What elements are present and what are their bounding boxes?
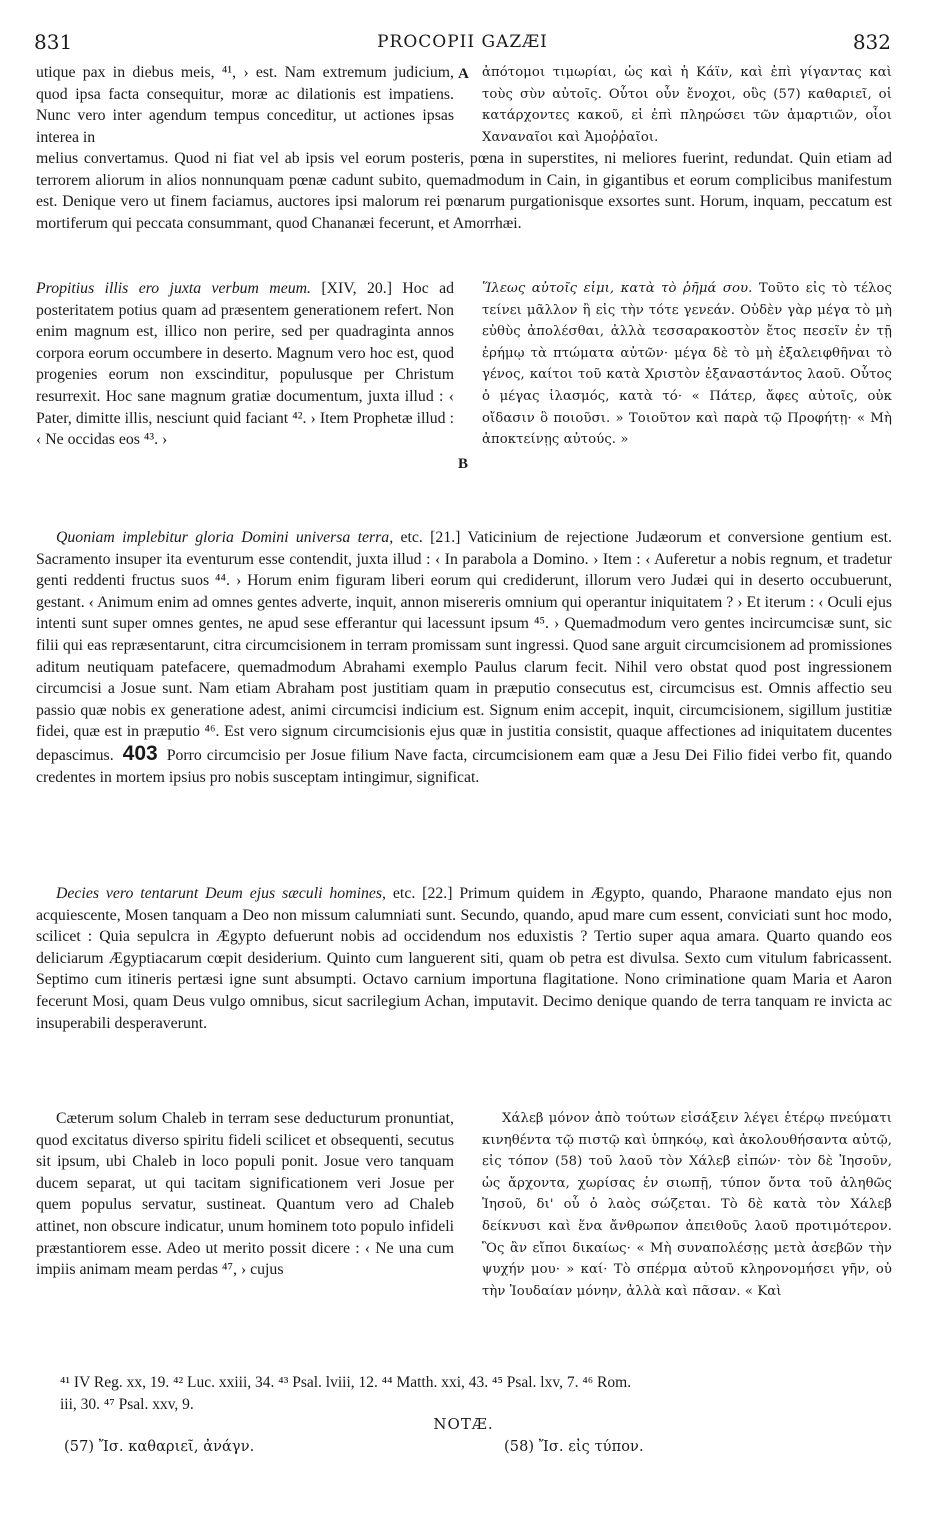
footnote-line-1: ⁴¹ IV Reg. xx, 19. ⁴² Luc. xxiii, 34. ⁴³ Psal. lviii, 12. ⁴⁴ Matth. xxi, 43. ⁴⁵ Psal. lxv, 7. ⁴⁶ Rom. [60,1374,632,1391]
section4-text: etc. [22.] Primum quidem in Ægypto, quando, Pharaone mandato ejus non acquiescente, Mosen tanquam a Deo non missum calumniati sunt. Secundo, quando, apud mare cum essent, conviciati sunt hoc modo, scilicet : Quia sepulcra in Ægypto defuerunt nobis ad occidendum nos eduxistis ? Tertio super aqua amara. Quarto quando eos deliciarum Ægyptiacarum cœpit desiderium. Quinto cum languerent siti, quam ob petra est divulsa. Sexto cum vitulum fabricassent. Septimo cum itineris pertæsi igne sunt absumpti. Octavo carnium importuna flagitatione. Nono criminatione quam Maria et Aaron fecerunt Mosi, quam Deus vulgo omnibus, sicut sacrilegium Achan, imputavit. Decimo denique quando de terra tanquam re invicta ac insuperabili desperaverunt. [36,885,892,1032]
latin-column-section5: Cæterum solum Chaleb in terram sese deducturum pronuntiat, quod excitatus diverso spiritu fideli scilicet et obsequenti, secutus sit ipsum, ubi Chaleb in loco populi ponit. Josue vero tanquam ducem separat, ut qui tacitam significationem veri Josue per quem populus servatur, sustineat. Quantum vero ad Chaleb attinet, non obscure indicatur, unum hominem toto populo infideli præstantiorem esse. Adeo ut merito possit dicere : ‹ Ne una cum impiis animam meam perdas ⁴⁷, › cujus [36,1110,454,1279]
page-number-left: 831 [34,30,73,54]
section4-lemma: Decies vero tentarunt Deum ejus sæculi homines, [56,885,386,902]
greek-column-section2 [482,278,892,451]
margin-letter-a: A [458,66,469,82]
latin-paragraph-top: melius convertamus. Quod ni fiat vel ab ipsis vel eorum posteris, pœna in superstites, ni meliores fuerint, redundat. Quin etiam ad terrorem aliorum in alios nonnunquam pœnæ cadunt subito, quemadmodum in Cain, in gigantibus et eorum complicibus manifestum est. Denique vero ut finem faciamus, auctores ipsi malorum rei pœnarum purgationisque exsortes sunt. Horum, inquam, peccatum est mortiferum qui peccata consummant, quod Chananæi fecerunt, et Amorrhæi. [36,150,892,232]
running-title: PROCOPII GAZÆI [377,32,548,52]
greek-column-top: ἀπότομοι τιμωρίαι, ὡς καὶ ἡ Κάϊν, καὶ ἐπὶ γίγαντας καὶ τοὺς σὺν αὐτοῖς. Οὗτοι οὖν ἔνοχοι, οὓς (57) καθαριεῖ, οἱ κατάρχοντες κακοῦ, εἰ ἐπὶ πληρώσει τῶν ἁμαρτιῶν, οἷοι Χαναναῖοι καὶ Ἀμοῤῥαῖοι. [482,65,892,145]
greek-lemma: Ἵλεως αὐτοῖς εἰμι, κατὰ τὸ ῥῆμά σου. [482,281,753,296]
note-58: (58) Ἴσ. εἰς τύπον. [504,1439,644,1455]
section3-paragraph [36,527,892,788]
latin-verse-ref: [XIV, 20.] [310,280,403,297]
column-marker-403: 403 [122,741,158,765]
greek-column-section5: Χάλεβ μόνον ἀπὸ τούτων εἰσάξειν λέγει ἑτέρῳ πνεύματι κινηθέντα τῷ πιστῷ καὶ ὑπηκόῳ, καὶ ἀκολουθήσαντα αὐτῷ, εἰς τόπον (58) τοῦ λαοῦ τὸν Χάλεβ εἰπών· τὸν δὲ Ἰησοῦν, ὡς ἄρχοντα, χωρίσας ἐν σιωπῇ, τύπον ὄντα τοῦ ἀληθῶς Ἰησοῦ, δι' οὗ ὁ λαὸς σώζεται. Τὸ δὲ κατὰ τὸν Χάλεβ δείκνυσι καὶ ἕνα ἄνθρωπον ἀπειθοῦς λαοῦ προτιμότερον. Ὃς ἂν εἴποι δικαίως· « Μὴ συναπολέσῃς μετὰ ἀσεβῶν τὴν ψυχήν μου· » καί· Τὸ σπέρμα αὐτοῦ κληρονομήσει γῆν, οὐ τὴν Ἰουδαίαν μόνην, ἀλλὰ καὶ πᾶσαν. « Καὶ [482,1111,892,1299]
section3-lemma: Quoniam implebitur gloria Domini universa terra, [56,529,394,546]
greek-commentary: Τοῦτο εἰς τὸ τέλος τείνει μᾶλλον ἢ εἰς τὴν τότε γενεάν. Οὐδὲν γὰρ μέγα τὸ μὴ εὐθὺς ἀπολέσθαι, ἀλλὰ τεσσαρακοστὸν ἔτος πεσεῖν ἐν τῇ ἐρήμῳ τὰ πτώματα αὐτῶν· μέγα δὲ τὸ μὴ ἐξαλειφθῆναι τὸ γένος, καίτοι τοῦ κατὰ Χριστὸν ἐξαναστάντος λαοῦ. Οὗτος ὁ μέγας ἱλασμός, κατὰ τό· « Πάτερ, ἄφες αὐτοῖς, οὐκ οἴδασιν ὃ ποιοῦσι. » Τοιοῦτον καὶ παρὰ τῷ Προφήτῃ· « Μὴ ἀποκτείνῃς αὐτούς. » [482,281,893,448]
footnote-line-2: iii, 30. ⁴⁷ Psal. xxv, 9. [60,1396,194,1413]
margin-letter-b: B [458,456,469,472]
notae-heading: NOTÆ. [433,1415,494,1433]
note-57: (57) Ἴσ. καθαριεῖ, ἀνάγν. [64,1439,255,1455]
latin-commentary: Hoc ad posteritatem potius quam ad præsentem generationem refert. Non enim magnum est, illico non perire, sed per quadraginta annos corpora eorum occumbere in deserto. Magnum vero hoc est, quod progenies eorum non exscinditur, populusque per Christum resurrexit. Hoc sane magnum gratiæ documentum, juxta illud : ‹ Pater, dimitte illis, nesciunt quid faciant ⁴². › Item Prophetæ illud : ‹ Ne occidas eos ⁴³. › [36,280,455,449]
page-number-right: 832 [852,30,891,54]
running-header [34,30,891,58]
latin-lemma: Propitius illis ero juxta verbum meum. [36,280,311,297]
latin-column-top: utique pax in diebus meis, ⁴¹, › est. Nam extremum judicium, quod ipsa facta consequitur, moræ ac dilationis est impatiens. Nunc vero inter agendum tempus conceditur, ut actiones ipsas interea in [36,64,454,146]
latin-column-section2 [36,278,454,451]
section3-text-b: Porro circumcisio per Josue filium Nave facta, circumcisionem eam quæ a Jesu Dei Filio fidei verbo fit, quando credentes in mortem ipsius pro nobis susceptam intingimur, significat. [36,746,892,786]
section4-paragraph [36,883,892,1034]
section3-text-a: etc. [21.] Vaticinium de rejectione Judæorum et conversione gentium est. Sacramento insuper ita eventurum esse contendit, juxta illud : ‹ In parabola a Domino. › Item : ‹ Auferetur a nobis regnum, et tradetur genti reddenti fructus suos ⁴⁴. › Horum enim figuram liberi eorum qui crediderunt, illorum vero Judæi qui in deserto occubuerunt, gestant. ‹ Animum enim ad omnes gentes adverte, inquit, annon misereris omnium qui operantur iniquitatem ? › Et iterum : ‹ Oculi ejus intenti sunt super omnes gentes, ne apud sese efferantur qui lacessunt ipsum ⁴⁵. › Quemadmodum vero gentes incircumcisæ sunt, sic filii qui eas repræsentarunt, citra circumcisionem in terram promissam sunt ingressi. Quod sane arguit circumcisionem ad promissiones aditum neutiquam patefacere, quemadmodum Abrahami exemplo Paulus clarum fecit. Nihil vero obstat quod post ingressionem circumcisi a Josue sunt. Nam etiam Abraham post justitiam quam in præputio consecutus est, circumcisus est. Omnis affectio seu passio quæ nobis ex generatione adest, animi circumcisi indicium est. Signum enim accepit, inquit, circumcisionem, sigillum justitiæ fidei, quæ est in præputio ⁴⁶. Est vero signum circumcisionis ejus quæ in justitia consistit, quaque affectiones ad iniquitatem ducentes depascimus. [36,529,893,764]
footnotes [60,1372,900,1416]
